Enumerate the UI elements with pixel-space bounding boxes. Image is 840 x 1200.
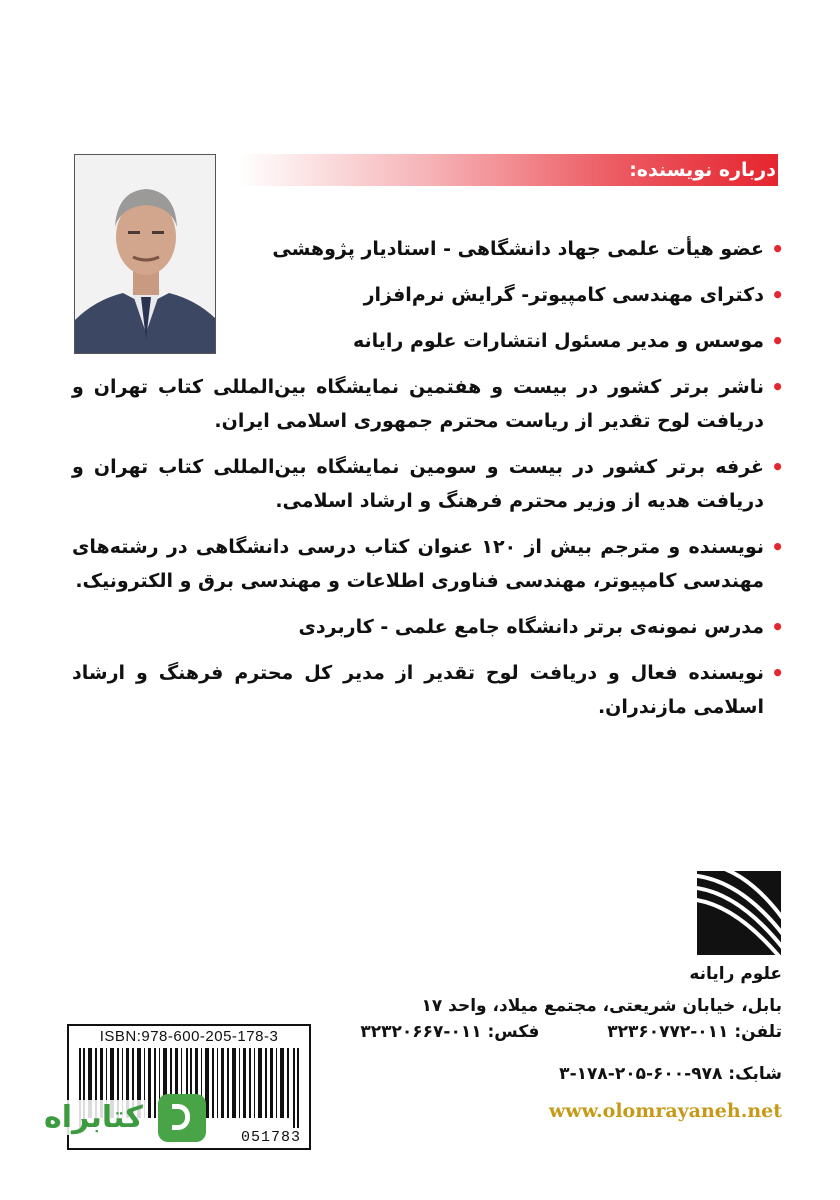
bullet-icon: • (771, 455, 784, 479)
watermark-text: کتابراه (40, 1100, 147, 1135)
phone-number: ۰۱۱-۳۲۳۶۰۷۷۲ (607, 1022, 729, 1042)
section-title: درباره نویسنده: (629, 159, 776, 181)
bullet-icon: • (771, 615, 784, 639)
bullet-icon: • (771, 661, 784, 685)
list-item: • ناشر برتر کشور در بیست و هفتمین نمایشگاه بین‌المللی کتاب تهران و دریافت لوح تقدیر از ریاست محترم جمهوری اسلامی ایران. (72, 370, 784, 438)
barcode-digits: 051783 (240, 1129, 301, 1146)
fax-label: فکس: (487, 1022, 540, 1042)
website-link[interactable]: www.olomrayaneh.net (548, 1100, 782, 1122)
list-item: • نویسنده و مترجم بیش از ۱۲۰ عنوان کتاب درسی دانشگاهی در رشته‌های مهندسی کامپیوتر، مهندسی فناوری اطلاعات و مهندسی برق و الکترونیک. (72, 530, 784, 598)
barcode-isbn-text: ISBN:978-600-205-178-3 (99, 1028, 279, 1045)
isbn-label: شابک: (728, 1064, 782, 1084)
list-item: • دکترای مهندسی کامپیوتر- گرایش نرم‌افزار (72, 278, 784, 312)
bullet-icon: • (771, 535, 784, 559)
list-item: • عضو هیأت علمی جهاد دانشگاهی - استادیار پژوهشی (72, 232, 784, 266)
isbn-number: ۹۷۸-۶۰۰-۲۰۵-۱۷۸-۳ (559, 1064, 723, 1084)
bullet-icon: • (771, 283, 784, 307)
list-item: • غرفه برتر کشور در بیست و سومین نمایشگاه بین‌المللی کتاب تهران و دریافت هدیه از وزیر محترم فرهنگ و ارشاد اسلامی. (72, 450, 784, 518)
bio-list (72, 232, 784, 736)
publisher-address: بابل، خیابان شریعتی، مجتمع میلاد، واحد ۱۷ (421, 996, 782, 1016)
contact-row (360, 1022, 782, 1042)
publisher-info (262, 958, 782, 1022)
phone-label: تلفن: (734, 1022, 782, 1042)
watermark (40, 1092, 210, 1152)
bullet-icon: • (771, 329, 784, 353)
list-item: • نویسنده فعال و دریافت لوح تقدیر از مدیر کل محترم فرهنگ و ارشاد اسلامی مازندران. (72, 656, 784, 724)
isbn-row (559, 1064, 782, 1084)
publisher-logo-icon (697, 871, 781, 955)
list-item: • مدرس نمونه‌ی برتر دانشگاه جامع علمی - کاربردی (72, 610, 784, 644)
publisher-name: علوم رایانه (689, 964, 782, 984)
fax-number: ۰۱۱-۳۲۳۲۰۶۶۷ (360, 1022, 482, 1042)
list-item: • موسس و مدیر مسئول انتشارات علوم رایانه (72, 324, 784, 358)
ketabrah-logo-icon (158, 1094, 206, 1142)
bullet-icon: • (771, 237, 784, 261)
bullet-icon: • (771, 375, 784, 399)
